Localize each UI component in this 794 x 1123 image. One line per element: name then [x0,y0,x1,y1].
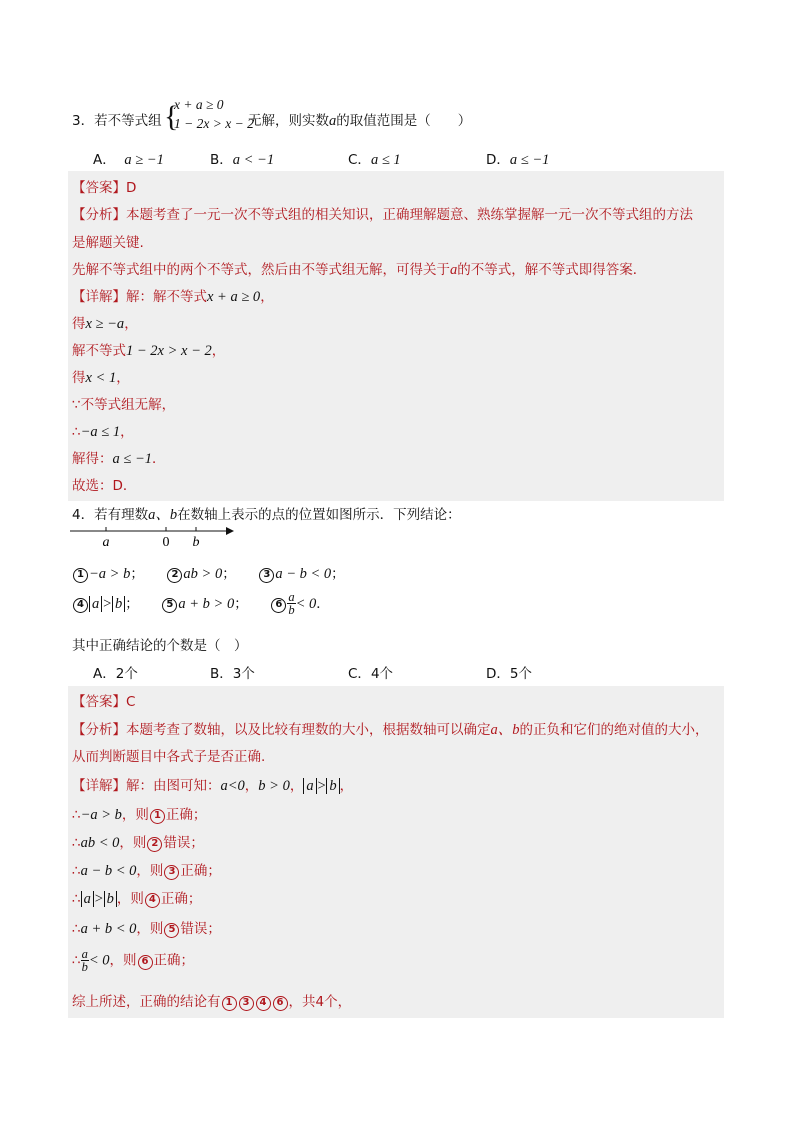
q4-detail-line-6: ∴ $\frac{a}{b}$ < 0，则 6 正确； [72,947,195,974]
q3-option-d[interactable]: D．a ≤ −1 [486,152,550,168]
q4-statements-row2 [72,591,330,616]
summary-num-3: 3 [239,996,254,1011]
q3-detail-l4: 得x < 1， [72,370,130,386]
statement-3: 3 a − b < 0； [258,566,344,582]
q3-analysis-l1: 【分析】本题考查了一元一次不等式组的相关知识，正确理解题意、熟练掌握解一元一次不等式组的方法 [72,207,693,223]
q4-analysis-l2: 从而判断题目中各式子是否正确. [72,749,266,765]
summary-num-1: 1 [222,996,237,1011]
q4-option-c[interactable]: C．4个 [348,666,394,682]
q3-number: 3．若不等式组 [72,113,162,129]
q4-option-d[interactable]: D．5个 [486,666,532,682]
axis-label-a: a [102,535,110,550]
q4-detail-line-3: ∴a − b < 0，则 3 正确； [72,863,221,879]
q3-tail: 无解，则实数 [248,113,329,129]
q3-detail-l6: ∴−a ≤ 1， [72,424,134,440]
axis-label-0: 0 [162,535,170,550]
arrow-icon [226,527,234,535]
q4-answer: 【答案】C [72,694,136,710]
statement-1: 1 −a > b； [72,566,144,582]
q4-option-a[interactable]: A．2个 [93,666,138,682]
q3-analysis-l2: 是解题关键. [72,235,144,251]
q3-detail-l5: ∵不等式组无解， [72,397,176,413]
q4-analysis-l1: 【分析】本题考查了数轴，以及比较有理数的大小，根据数轴可以确定a、b的正负和它们的绝对值的大小， [72,722,709,738]
q4-detail-line-2: ∴ab < 0，则 2 错误； [72,835,204,851]
statement-2: 2 ab > 0； [166,566,235,582]
q4-detail-line-1: ∴−a > b，则 1 正确； [72,807,207,823]
q3-detail-l3: 解不等式1 − 2x > x − 2， [72,343,226,359]
summary-num-4: 4 [256,996,271,1011]
q4-detail-line-4: ∴ a > b ，则 4 正确； [72,891,202,907]
q3-var: a [329,113,337,129]
q4-summary: 综上所述，正确的结论有 1 3 4 6 ，共4个， [72,994,352,1010]
brace-icon: { [164,100,179,133]
q3-detail-l2: 得x ≥ −a， [72,316,138,332]
q3-option-a[interactable]: A． a ≥ −1 [93,152,164,168]
q4-detail-l1: 【详解】解：由图可知：a<0，b > 0， a > b ， [72,778,354,794]
q3-tail2: 的取值范围是（ ） [336,113,472,129]
q3-answer: 【答案】D [72,180,137,196]
q3-detail-l8: 故选：D． [72,478,137,494]
q3-system-line1: x + a ≥ 0 [174,97,224,112]
statement-6: 6 $\frac{a}{b}$ < 0． [270,596,329,612]
q4-question: 其中正确结论的个数是（ ） [72,638,248,654]
q3-detail-l1: 【详解】解：解不等式x + a ≥ 0， [72,289,274,305]
statement-4: 4 a > b ； [72,596,139,612]
q3-system-line2: 1 − 2x > x − 2 [174,116,254,131]
q4-statements-row1 [72,562,345,583]
q3-option-c[interactable]: C．a ≤ 1 [348,152,401,168]
summary-num-6: 6 [273,996,288,1011]
axis-label-b: b [192,535,200,550]
number-line [70,524,235,550]
q3-analysis-l3: 先解不等式组中的两个不等式，然后由不等式组无解，可得关于a的不等式，解不等式即得答案． [72,262,647,278]
q3-option-b[interactable]: B．a < −1 [210,152,275,168]
q4-detail-line-5: ∴a + b < 0，则 5 错误； [72,921,221,937]
q3-detail-l7: 解得：a ≤ −1． [72,451,166,467]
q4-intro: 4．若有理数a、b在数轴上表示的点的位置如图所示．下列结论： [72,507,461,523]
statement-5: 5 a + b > 0； [161,596,247,612]
q4-option-b[interactable]: B．3个 [210,666,255,682]
